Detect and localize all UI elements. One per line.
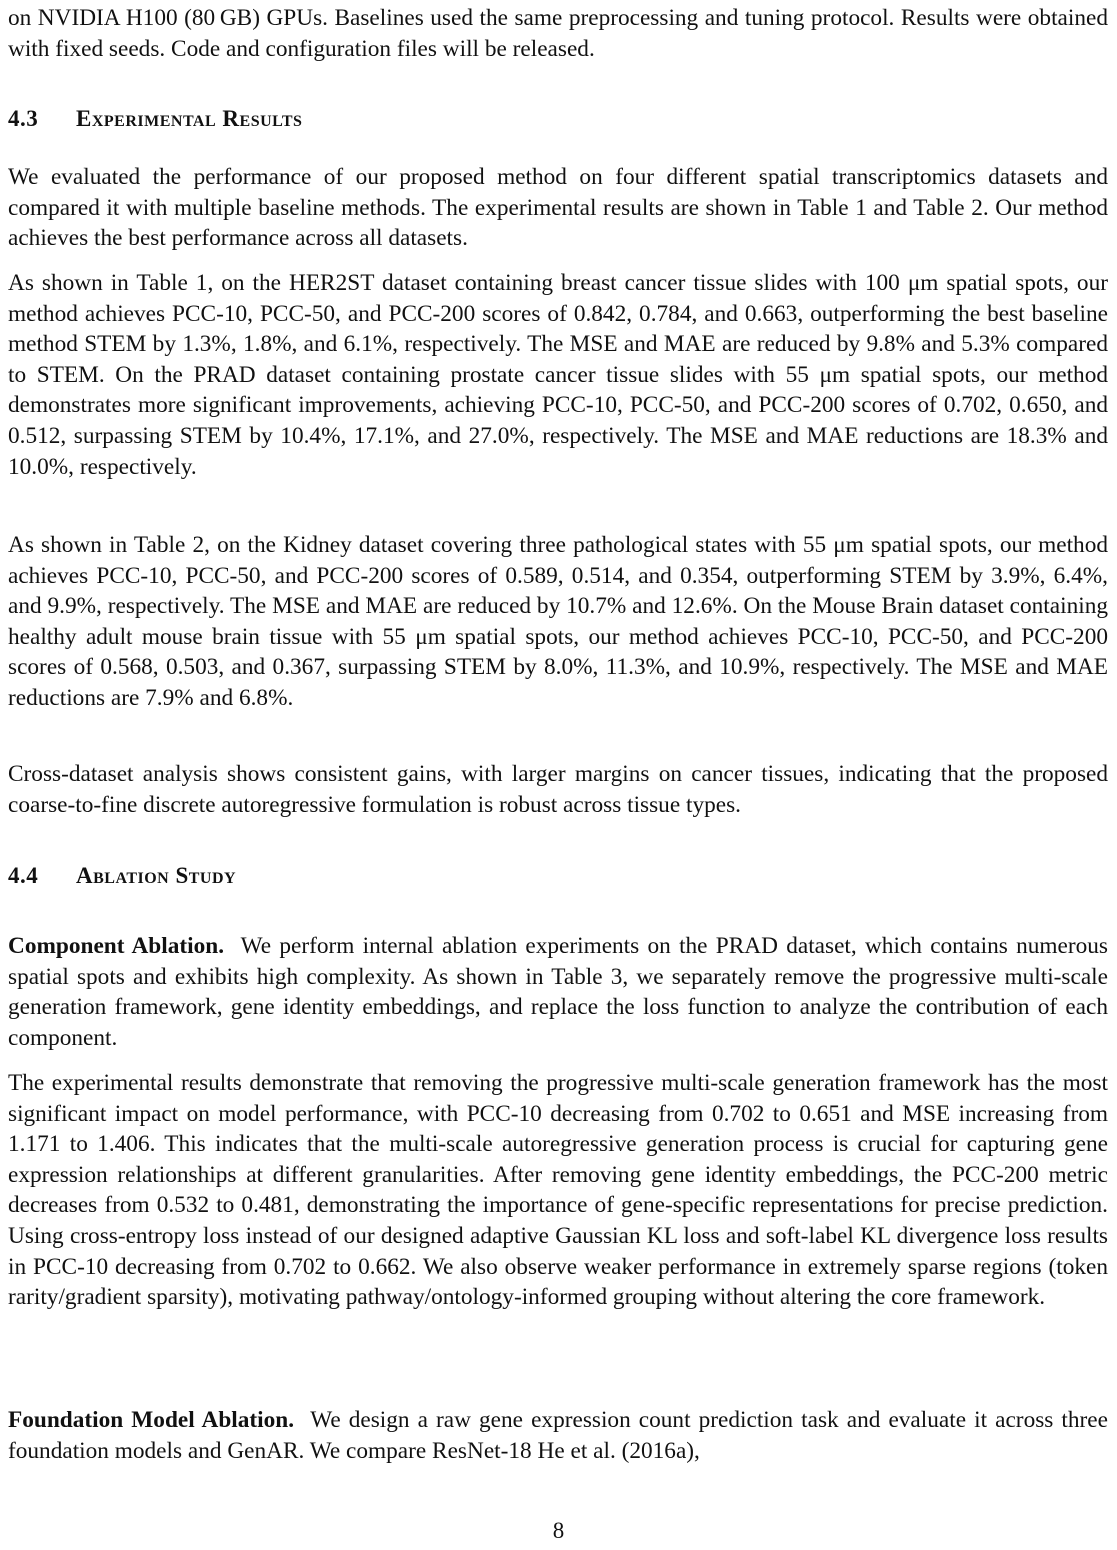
results-paragraph-4: Cross-dataset analysis shows consistent gains, with larger margins on cancer tissues, indicating that the proposed coarse-to-fine discrete autoregressive formulation is robust across tissue types. <box>8 761 1108 818</box>
foundation-ablation-paragraph <box>8 1405 1108 1466</box>
component-ablation-text: We perform internal ablation experiments on the PRAD dataset, which contains numerous spatial spots and exhibits high complexity. As shown in Table 3, we separately remove the progressive multi-scale generation framework, gene identity embeddings, and replace the loss function to analyze the contribution of each component. <box>8 933 1108 1051</box>
section-4-4-heading <box>8 861 236 891</box>
foundation-ablation-lead: Foundation Model Ablation. <box>8 1407 295 1433</box>
section-title: Experimental Results <box>76 106 303 131</box>
section-title: Ablation Study <box>76 863 237 888</box>
section-number: 4.3 <box>8 106 39 131</box>
component-ablation-results-paragraph: The experimental results demonstrate that removing the progressive multi-scale generation framework has the most significant impact on model performance, with PCC-10 decreasing from 0.702 to 0.651 and MSE increasing from 1.171 to 1.406. This indicates that the multi-scale autoregressive generation process is crucial for capturing gene expression relationships at different granularities. After removing gene identity embeddings, the PCC-200 metric decreases from 0.532 to 0.481, demonstrating the importance of gene-specific representations for precise prediction. Using cross-entropy loss instead of our designed adaptive Gaussian KL loss and soft-label KL divergence loss results in PCC-10 decreasing from 0.702 to 0.662. We also observe weaker performance in extremely sparse regions (token rarity/gradient sparsity), motivating pathway/ontology-informed grouping without altering the core framework. <box>8 1070 1108 1311</box>
intro-continuation: on NVIDIA H100 (80 GB) GPUs. Baselines used the same preprocessing and tuning protocol. Results were obtained with fixed seeds. Code and configuration files will be released. <box>8 5 1108 62</box>
section-number: 4.4 <box>8 863 39 888</box>
results-paragraph-1: We evaluated the performance of our proposed method on four different spatial transcriptomics datasets and compared it with multiple baseline methods. The experimental results are shown in Table 1 and Table 2. Our method achieves the best performance across all datasets. <box>8 164 1108 252</box>
results-paragraph-3: As shown in Table 2, on the Kidney dataset covering three pathological states with 55 μm spatial spots, our method achieves PCC-10, PCC-50, and PCC-200 scores of 0.589, 0.514, and 0.354, outperforming STEM by 3.9%, 6.4%, and 9.9%, respectively. The MSE and MAE are reduced by 10.7% and 12.6%. On the Mouse Brain dataset containing healthy adult mouse brain tissue with 55 μm spatial spots, our method achieves PCC-10, PCC-50, and PCC-200 scores of 0.568, 0.503, and 0.367, surpassing STEM by 8.0%, 11.3%, and 10.9%, respectively. The MSE and MAE reductions are 7.9% and 6.8%. <box>8 532 1108 711</box>
component-ablation-lead: Component Ablation. <box>8 933 225 959</box>
foundation-ablation-text: We design a raw gene expression count prediction task and evaluate it across three foundation models and GenAR. We compare ResNet-18 He et al. (2016a), <box>8 1407 1108 1464</box>
results-paragraph-2: As shown in Table 1, on the HER2ST dataset containing breast cancer tissue slides with 100 μm spatial spots, our method achieves PCC-10, PCC-50, and PCC-200 scores of 0.842, 0.784, and 0.663, outperforming the best baseline method STEM by 1.3%, 1.8%, and 6.1%, respectively. The MSE and MAE are reduced by 9.8% and 5.3% compared to STEM. On the PRAD dataset containing prostate cancer tissue slides with 55 μm spatial spots, our method demonstrates more significant improvements, achieving PCC-10, PCC-50, and PCC-200 scores of 0.702, 0.650, and 0.512, surpassing STEM by 10.4%, 17.1%, and 27.0%, respectively. The MSE and MAE reductions are 18.3% and 10.0%, respectively. <box>8 270 1108 480</box>
component-ablation-paragraph <box>8 931 1108 1053</box>
section-4-3-heading <box>8 104 302 134</box>
page-number: 8 <box>552 1518 565 1543</box>
